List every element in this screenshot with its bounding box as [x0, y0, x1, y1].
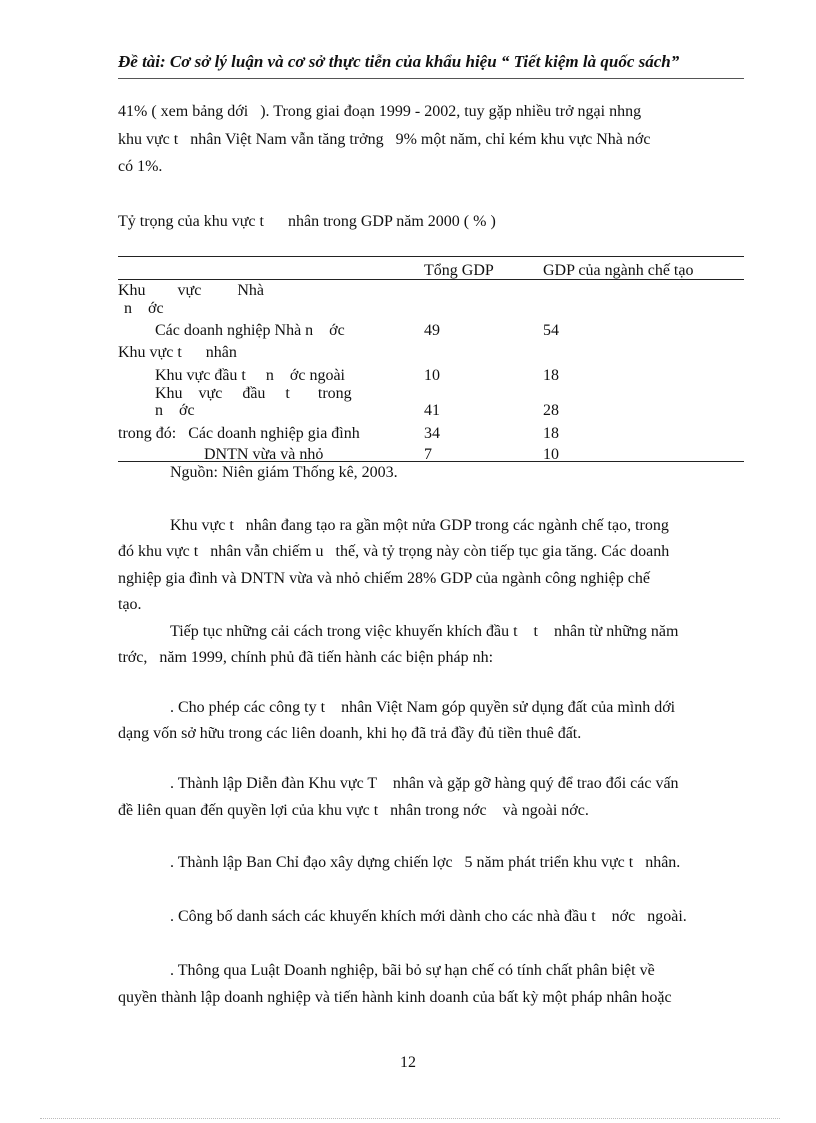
bullet-line: . Thành lập Ban Chỉ đạo xây dựng chiến lợc 5 năm phát triển khu vực t nhân.	[170, 854, 681, 871]
intro-line: khu vực t nhân Việt Nam vẫn tăng trởng 9% một năm, chỉ kém khu vực Nhà nớc	[118, 131, 651, 148]
table-bottom-rule	[118, 461, 744, 462]
bullet-line: . Thông qua Luật Doanh nghiệp, bãi bỏ sự hạn chế có tính chất phân biệt về	[170, 962, 655, 979]
table-row-label: Khu vực Nhà	[118, 282, 264, 299]
body-line: trớc, năm 1999, chính phủ đã tiến hành các biện pháp nh:	[118, 649, 494, 666]
bullet-line: quyền thành lập doanh nghiệp và tiến hành kinh doanh của bất kỳ một pháp nhân hoặc	[118, 989, 672, 1006]
header-rule	[118, 78, 744, 79]
page-number: 12	[400, 1054, 416, 1071]
table-row-label: trong đó: Các doanh nghiệp gia đình	[118, 425, 360, 442]
table-row-label: DNTN vừa và nhỏ	[204, 446, 324, 463]
table-cell: 10	[424, 367, 440, 384]
table-cell: 10	[543, 446, 559, 463]
table-cell: 7	[424, 446, 432, 463]
table-cell: 54	[543, 322, 559, 339]
intro-line: 41% ( xem bảng dới ). Trong giai đoạn 1999 - 2002, tuy gặp nhiều trở ngại nhng	[118, 103, 642, 120]
bullet-line: . Công bố danh sách các khuyến khích mới dành cho các nhà đầu t nớc ngoài.	[170, 908, 687, 925]
table-row-label: Khu vực t nhân	[118, 344, 237, 361]
body-line: nghiệp gia đình và DNTN vừa và nhỏ chiếm 28% GDP của ngành công nghiệp chế	[118, 570, 650, 587]
page-bottom-border	[40, 1118, 780, 1119]
table-cell: 41	[424, 402, 440, 419]
table-row-label: n ớc	[124, 300, 164, 317]
table-cell: 18	[543, 367, 559, 384]
document-header: Đề tài: Cơ sở lý luận và cơ sở thực tiễn của khẩu hiệu “ Tiết kiệm là quốc sách”	[118, 52, 680, 71]
bullet-line: . Cho phép các công ty t nhân Việt Nam góp quyền sử dụng đất của mình dới	[170, 699, 676, 716]
table-cell: 49	[424, 322, 440, 339]
table-cell: 28	[543, 402, 559, 419]
table-row-label: Khu vực đầu t trong	[155, 385, 352, 402]
table-row-label: Các doanh nghiệp Nhà n ớc	[155, 322, 345, 339]
table-row-label: Khu vực đầu t n ớc ngoài	[155, 367, 345, 384]
body-line: Tiếp tục những cải cách trong việc khuyến khích đầu t t nhân từ những năm	[170, 623, 679, 640]
table-source: Nguồn: Niên giám Thống kê, 2003.	[170, 464, 398, 481]
table-cell: 34	[424, 425, 440, 442]
body-line: đó khu vực t nhân vẫn chiếm u thế, và tỷ trọng này còn tiếp tục gia tăng. Các doanh	[118, 543, 670, 560]
table-col-header: GDP của ngành chế tạo	[543, 262, 694, 279]
bullet-line: . Thành lập Diễn đàn Khu vực T nhân và gặp gỡ hàng quý để trao đổi các vấn	[170, 775, 679, 792]
bullet-line: dạng vốn sở hữu trong các liên doanh, khi họ đã trả đầy đủ tiền thuê đất.	[118, 725, 582, 742]
table-caption: Tỷ trọng của khu vực t nhân trong GDP năm 2000 ( % )	[118, 213, 496, 230]
table-col-header: Tổng GDP	[424, 262, 494, 279]
table-cell: 18	[543, 425, 559, 442]
table-header-rule	[118, 279, 744, 280]
body-line: Khu vực t nhân đang tạo ra gần một nửa GDP trong các ngành chế tạo, trong	[170, 517, 669, 534]
table-top-rule	[118, 256, 744, 257]
bullet-line: đề liên quan đến quyền lợi của khu vực t nhân trong nớc và ngoài nớc.	[118, 802, 589, 819]
table-row-label: n ớc	[155, 402, 195, 419]
body-line: tạo.	[118, 596, 142, 613]
intro-line: có 1%.	[118, 158, 163, 175]
